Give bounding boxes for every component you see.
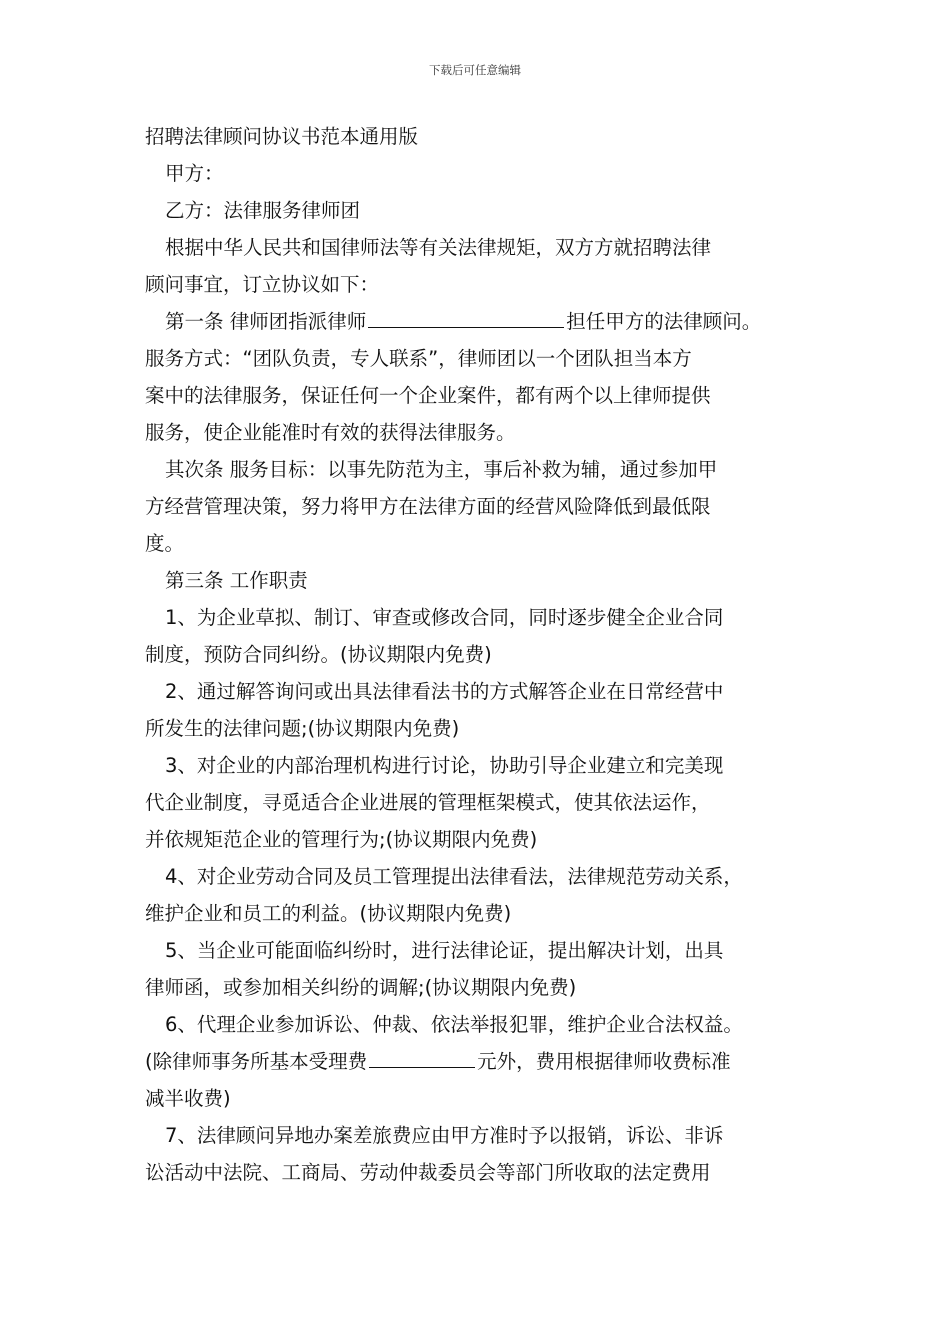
party-a-line — [145, 155, 815, 192]
duty-item-line: 律师函，或参加相关纠纷的调解;(协议期限内免费) — [145, 976, 577, 999]
fee-amount-blank — [369, 1049, 475, 1068]
duty-item-line: 2、通过解答询问或出具法律看法书的方式解答企业在日常经营中 — [165, 680, 724, 703]
duty-item-3 — [145, 747, 815, 858]
article-1-line: 案中的法律服务，保证任何一个企业案件，都有两个以上律师提供 — [145, 384, 711, 407]
intro-line: 根据中华人民共和国律师法等有关法律规矩，双方方就招聘法律 — [165, 236, 712, 259]
article-2 — [145, 451, 815, 562]
duty-item-line: 1、为企业草拟、制订、审查或修改合同，同时逐步健全企业合同 — [165, 606, 724, 629]
intro-line: 顾问事宜，订立协议如下： — [145, 273, 380, 296]
duty-item-4 — [145, 858, 815, 932]
article-2-line: 其次条 服务目标：以事先防范为主，事后补救为辅，通过参加甲 — [165, 458, 718, 481]
party-b-line — [145, 192, 815, 229]
duty-item-2 — [145, 673, 815, 747]
duty-item-line: 讼活动中法院、工商局、劳动仲裁委员会等部门所收取的法定费用 — [145, 1161, 711, 1184]
article-1-line — [145, 303, 815, 340]
article-1-line: 服务，使企业能准时有效的获得法律服务。 — [145, 421, 516, 444]
duty-item-1 — [145, 599, 815, 673]
article-1-pre: 第一条 律师团指派律师 — [165, 310, 367, 333]
duty-item-line: 制度，预防合同纠纷。(协议期限内免费) — [145, 643, 492, 666]
article-1-line: 服务方式：“团队负责，专人联系”，律师团以一个团队担当本方 — [145, 347, 692, 370]
article-2-line: 度。 — [145, 532, 185, 555]
duty-item-line: 5、当企业可能面临纠纷时，进行法律论证，提出解决计划，出具 — [165, 939, 724, 962]
lawyer-name-blank — [368, 309, 564, 328]
fee-post: 元外，费用根据律师收费标准 — [477, 1050, 731, 1073]
duty-item-7 — [145, 1117, 815, 1191]
duty-item-line: 7、法律顾问异地办案差旅费应由甲方准时予以报销，诉讼、非诉 — [165, 1124, 724, 1147]
duty-item-line: 所发生的法律问题;(协议期限内免费) — [145, 717, 460, 740]
duty-item-line: 代企业制度，寻觅适合企业进展的管理框架模式，使其依法运作， — [145, 791, 711, 814]
article-2-line: 方经营管理决策，努力将甲方在法律方面的经营风险降低到最低限 — [145, 495, 711, 518]
duty-item-6 — [145, 1006, 815, 1117]
duty-item-5 — [145, 932, 815, 1006]
party-a-text: 甲方： — [165, 162, 224, 185]
party-b-text: 乙方：法律服务律师团 — [165, 199, 361, 222]
document-title: 招聘法律顾问协议书范本通用版 — [145, 125, 419, 148]
fee-pre: (除律师事务所基本受理费 — [145, 1050, 368, 1073]
duty-item-line: 并依规矩范企业的管理行为;(协议期限内免费) — [145, 828, 538, 851]
intro-paragraph — [145, 229, 815, 303]
article-1-post: 担任甲方的法律顾问。 — [566, 310, 762, 333]
duty-item-line — [125, 1043, 815, 1080]
article-3-heading-text: 第三条 工作职责 — [165, 569, 308, 592]
duty-item-line: 6、代理企业参加诉讼、仲裁、依法举报犯罪，维护企业合法权益。 — [165, 1013, 743, 1036]
duty-item-line: 4、对企业劳动合同及员工管理提出法律看法，法律规范劳动关系， — [165, 865, 743, 888]
duty-item-line: 维护企业和员工的利益。(协议期限内免费) — [145, 902, 512, 925]
duty-item-line: 3、对企业的内部治理机构进行讨论，协助引导企业建立和完美现 — [165, 754, 724, 777]
document-body — [145, 118, 815, 1191]
page-header-note: 下载后可任意编辑 — [429, 63, 521, 77]
duty-item-line: 减半收费) — [145, 1087, 231, 1110]
article-3-heading — [145, 562, 815, 599]
article-1 — [145, 303, 815, 451]
